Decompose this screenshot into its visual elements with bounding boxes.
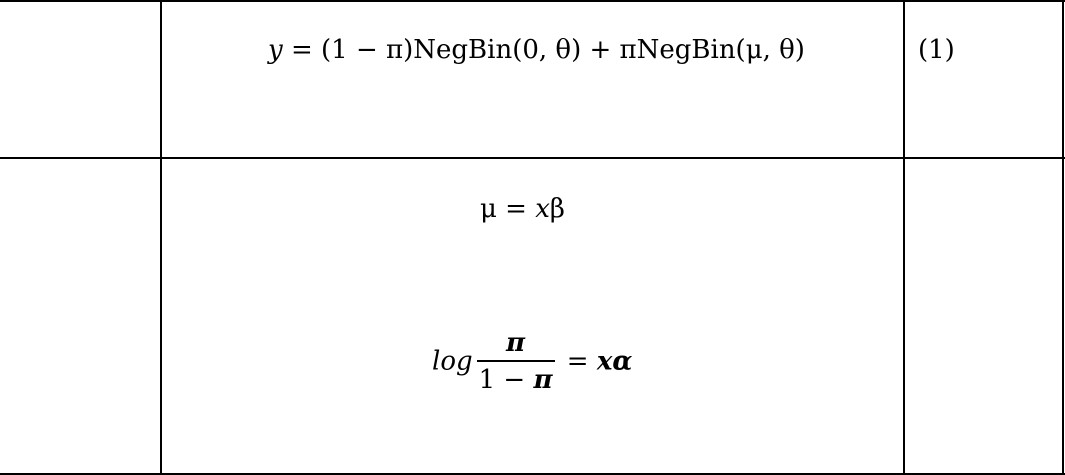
eq3-log: log bbox=[432, 346, 473, 377]
eq3-x-alpha: xα bbox=[596, 346, 633, 377]
equation-mixture bbox=[268, 37, 805, 63]
equation-mu bbox=[480, 196, 565, 222]
eq3-numerator: π bbox=[506, 328, 526, 358]
eq1-y: y bbox=[268, 35, 283, 65]
eq2-x: x bbox=[535, 194, 550, 224]
eq3-den-prefix: 1 − bbox=[478, 365, 534, 395]
column-divider-left bbox=[160, 0, 162, 475]
eq2-lhs: μ = bbox=[480, 194, 536, 224]
equation-logit bbox=[432, 330, 632, 393]
eq1-rhs: = (1 − π)NegBin(0, θ) + πNegBin(μ, θ) bbox=[282, 35, 805, 65]
eq3-den-pi: π bbox=[533, 365, 553, 395]
row-divider bbox=[0, 157, 1065, 159]
fraction-bar bbox=[477, 360, 555, 362]
eq3-fraction bbox=[477, 330, 555, 393]
eq3-equals: = bbox=[558, 346, 597, 377]
table-border-right bbox=[1062, 0, 1064, 475]
column-divider-right bbox=[903, 0, 905, 475]
equation-number: (1) bbox=[918, 35, 955, 65]
eq3-denominator bbox=[477, 367, 555, 393]
eq2-beta: β bbox=[549, 194, 565, 224]
